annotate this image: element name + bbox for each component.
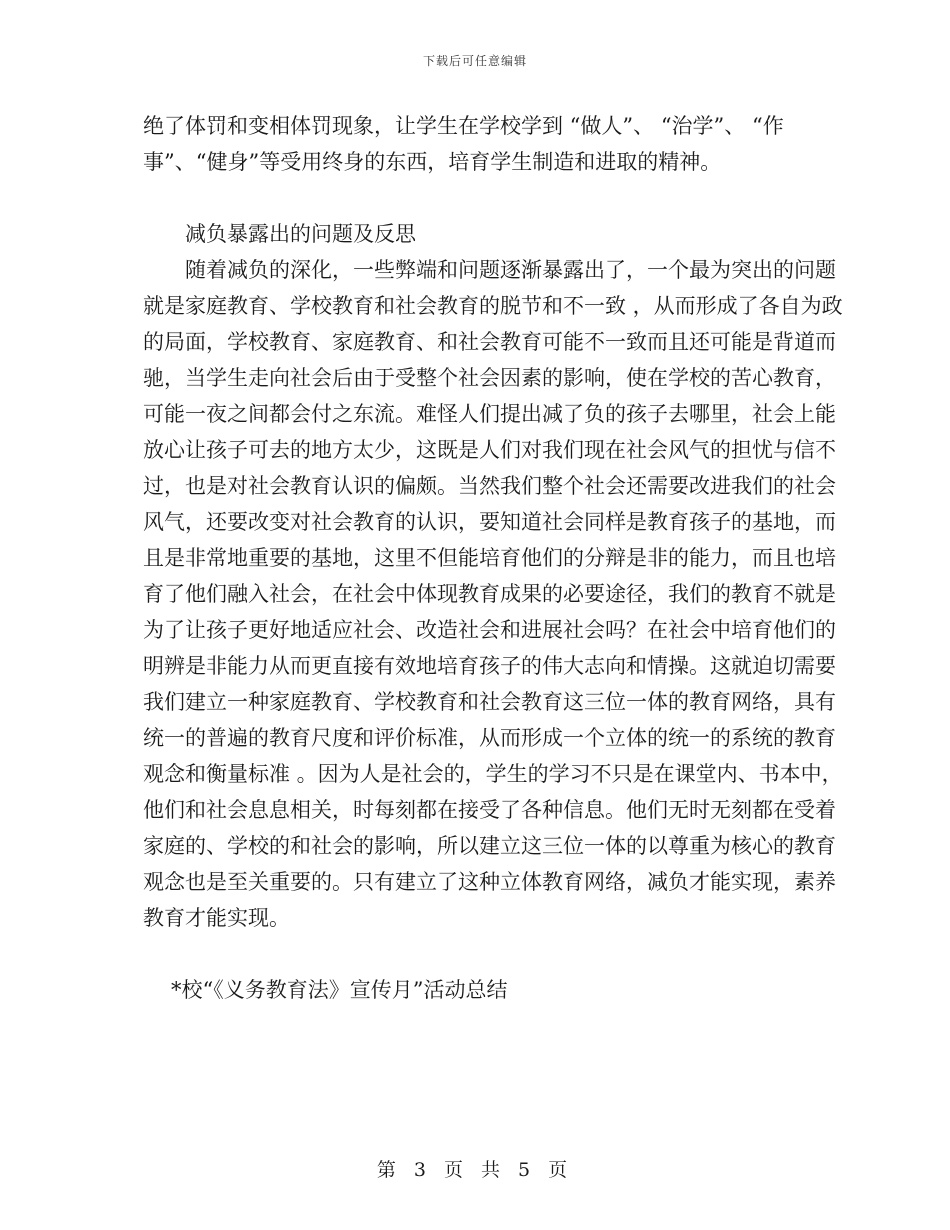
paragraph-body: 随着减负的深化，一些弊端和问题逐渐暴露出了，一个最为突出的问题就是家庭教育、学校教育和社会教育的脱节和不一致 ，从而形成了各自为政的局面，学校教育、家庭教育、和社会教育可能不一致而且还可能是背道而驰，当学生走向社会后由于受整个社会因素的影响，使在学校的苦心教育，可能一夜之间都会付之东流。难怪人们提出减了负的孩子去哪里，社会上能放心让孩子可去的地方太少，这既是人们对我们现在社会风气的担忧与信不过，也是对社会教育认识的偏颇。当然我们整个社会还需要改进我们的社会风气，还要改变对社会教育的认识，要知道社会同样是教育孩子的基地，而且是非常地重要的基地，这里不但能培育他们的分辩是非的能力，而且也培育了他们融入社会，在社会中体现教育成果的必要途径，我们的教育不就是为了让孩子更好地适应社会、改造社会和进展社会吗？在社会中培育他们的明辨是非能力从而更直接有效地培育孩子的伟大志向和情操。这就迫切需要我们建立一种家庭教育、学校教育和社会教育这三位一体的教育网络，具有统一的普遍的教育尺度和评价标准，从而形成一个立体的统一的系统的教育观念和衡量标准 。因为人是社会的，学生的学习不只是在课堂内、书本中，他们和社会息息相关，时每刻都在接受了各种信息。他们无时无刻都在受着家庭的、学校的和社会的影响，所以建立这三位一体的以尊重为核心的教育观念也是至关重要的。只有建立了这种立体教育网络，减负才能实现，素养教育才能实现。	[143, 258, 843, 930]
next-section-title: *校“《义务教育法》宣传月”活动总结	[171, 978, 508, 1002]
section-heading: 减负暴露出的问题及反思	[185, 222, 416, 246]
page-header: 下载后可任意编辑	[422, 54, 527, 68]
document-body	[143, 108, 843, 1008]
paragraph-continuation: 绝了体罚和变相体罚现象，让学生在学校学到 “做人”、 “治学”、 “作事”、“健身”等受用终身的东西，培育学生制造和进取的精神。	[143, 114, 784, 174]
page-number: 第 3 页 共 5 页	[376, 1159, 574, 1181]
